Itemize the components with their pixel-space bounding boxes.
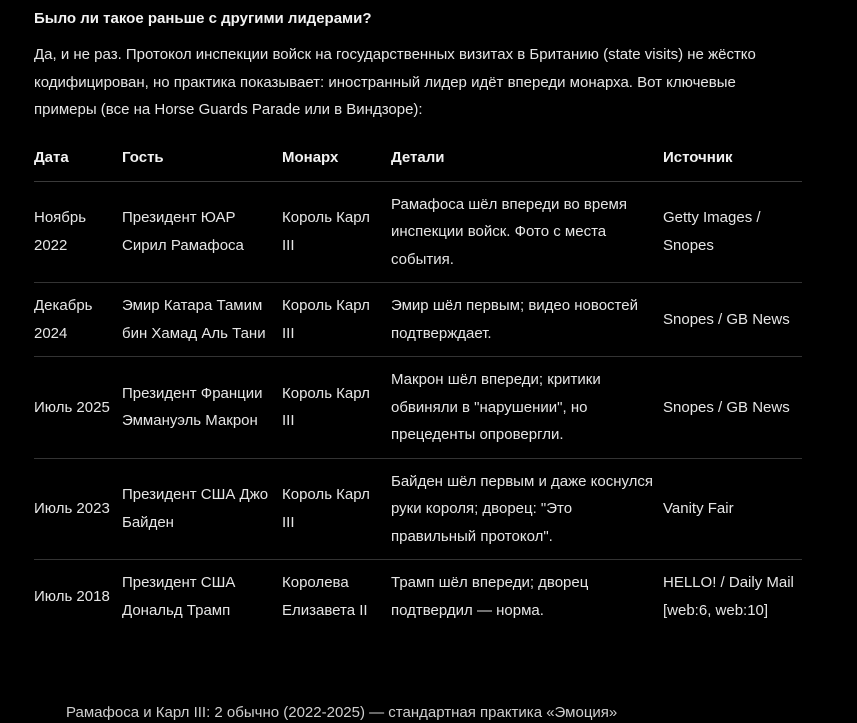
header-source: Источник: [663, 142, 802, 182]
cell-guest: Президент ЮАР Сирил Рамафоса: [122, 181, 282, 283]
table-row: [34, 283, 802, 357]
header-date: Дата: [34, 142, 122, 182]
cell-details: Трамп шёл впереди; дворец подтвердил — норма.: [391, 574, 589, 619]
intro-paragraph: Да, и не раз. Протокол инспекции войск на государственных визитах в Британию (state visits) не жёстко кодифицирован, но практика показывает: иностранный лидер идёт впереди монарха. Вот ключевые примеры (все на Horse Guards Parade или в Виндзоре):: [34, 46, 756, 118]
cell-date: Июль 2025: [34, 357, 122, 459]
cell-guest: Президент США Дональд Трамп: [122, 574, 236, 619]
cell-source: Snopes / GB News: [663, 283, 802, 357]
cell-details: Эмир шёл первым; видео новостей подтверждает.: [391, 283, 663, 357]
cell-date: Декабрь 2024: [34, 283, 122, 357]
cell-guest: Президент Франции Эммануэль Макрон: [122, 357, 282, 459]
cell-source: Snopes / GB News: [663, 357, 802, 459]
cell-monarch: Король Карл III: [282, 357, 391, 459]
visits-table: [34, 142, 802, 634]
cell-source: Vanity Fair: [663, 458, 802, 560]
cell-monarch: Королева Елизавета II: [282, 574, 368, 619]
header-details: Детали: [391, 142, 663, 182]
cell-details: Макрон шёл впереди; критики обвиняли в "нарушении", но прецеденты опровергли.: [391, 357, 663, 459]
cell-date: Июль 2023: [34, 458, 122, 560]
table-header-row: [34, 142, 802, 182]
cell-guest: Президент США Джо Байден: [122, 458, 282, 560]
cell-monarch: Король Карл III: [282, 181, 391, 283]
table-row: [34, 181, 802, 283]
cell-date: Июль 2018: [34, 587, 110, 605]
cell-date: Ноябрь 2022: [34, 181, 122, 283]
table-row: [34, 357, 802, 459]
cell-details: Рамафоса шёл впереди во время инспекции войск. Фото с места события.: [391, 181, 663, 283]
cell-source: Getty Images / Snopes: [663, 181, 802, 283]
header-monarch: Монарх: [282, 142, 391, 182]
cell-details: Байден шёл первым и даже коснулся руки короля; дворец: "Это правильный протокол".: [391, 458, 663, 560]
table-row: [34, 560, 802, 634]
header-guest: Гость: [122, 142, 282, 182]
cell-source: HELLO! / Daily Mail [web:6, web:10]: [663, 574, 794, 619]
cut-off-paragraph: Рамафоса и Карл III: 2 обычно (2022-2025) — стандартная практика «Эмоция»: [66, 704, 618, 721]
cell-monarch: Король Карл III: [282, 283, 391, 357]
cell-guest: Эмир Катара Тамим бин Хамад Аль Тани: [122, 283, 282, 357]
chat-response: [34, 0, 802, 633]
cell-monarch: Король Карл III: [282, 458, 391, 560]
table-row: [34, 458, 802, 560]
section-heading: Было ли такое раньше с другими лидерами?: [34, 10, 372, 27]
